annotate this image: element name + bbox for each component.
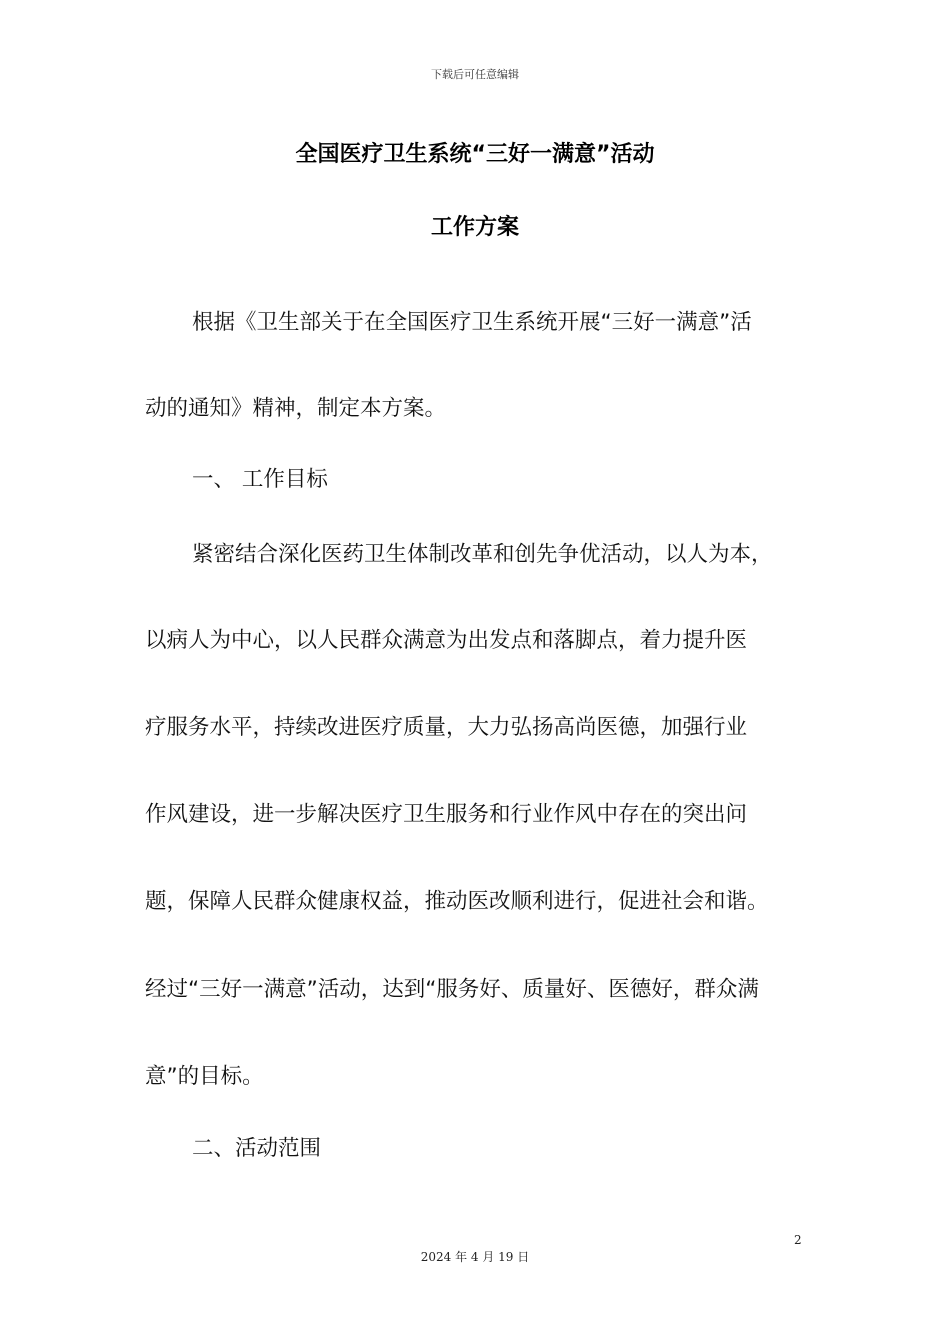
intro-paragraph-line-1: 根据《卫生部关于在全国医疗卫生系统开展“三好一满意”活 — [192, 310, 752, 335]
header-note: 下载后可任意编辑 — [431, 68, 519, 81]
document-title-line-2: 工作方案 — [430, 215, 519, 240]
footer-date: 2024 年 4 月 19 日 — [420, 1250, 530, 1264]
section-heading-work-goal: 一、 工作目标 — [192, 467, 328, 492]
goal-paragraph-line-2: 以病人为中心，以人民群众满意为出发点和落脚点，着力提升医 — [145, 628, 748, 653]
goal-paragraph-line-7: 意”的目标。 — [145, 1064, 264, 1089]
section-heading-activity-scope: 二、活动范围 — [192, 1136, 322, 1161]
goal-paragraph-line-6: 经过“三好一满意”活动，达到“服务好、质量好、医德好，群众满 — [145, 977, 759, 1002]
intro-paragraph-line-2: 动的通知》精神，制定本方案。 — [145, 396, 447, 421]
document-title-line-1: 全国医疗卫生系统“三好一满意”活动 — [295, 142, 655, 167]
goal-paragraph-line-1: 紧密结合深化医药卫生体制改革和创先争优活动，以人为本， — [192, 542, 773, 567]
page-number: 2 — [794, 1233, 802, 1247]
goal-paragraph-line-5: 题，保障人民群众健康权益，推动医改顺利进行，促进社会和谐。 — [145, 889, 769, 914]
goal-paragraph-line-4: 作风建设，进一步解决医疗卫生服务和行业作风中存在的突出问 — [145, 802, 748, 827]
goal-paragraph-line-3: 疗服务水平，持续改进医疗质量，大力弘扬高尚医德，加强行业 — [145, 715, 748, 740]
